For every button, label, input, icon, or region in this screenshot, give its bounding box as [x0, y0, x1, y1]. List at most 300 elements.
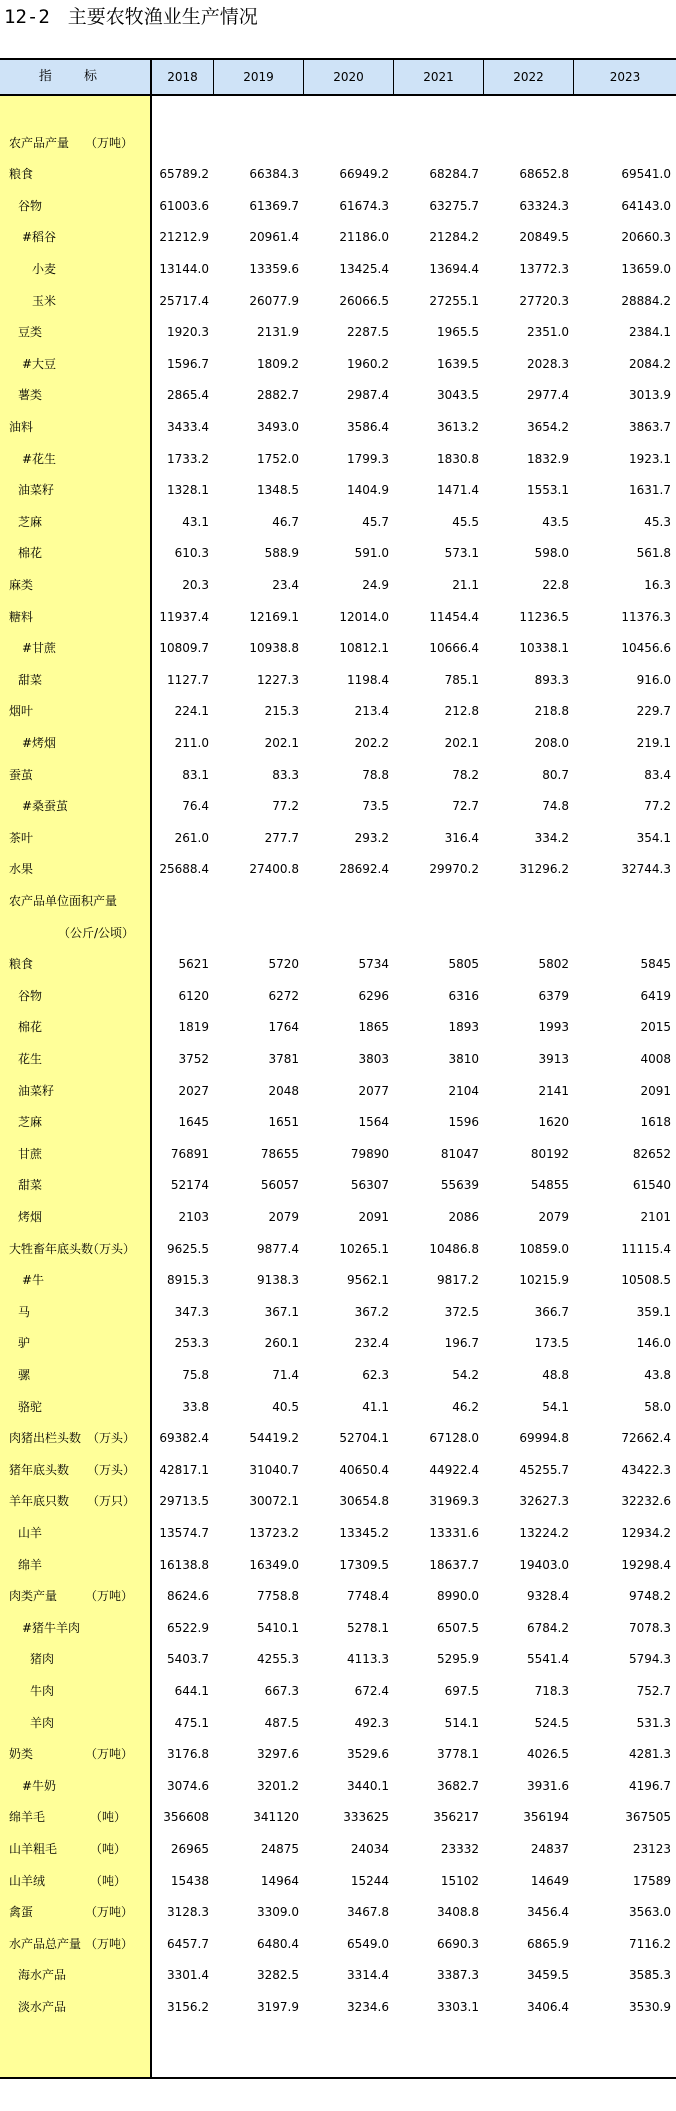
- row-label-text: 牛肉: [30, 1684, 55, 1698]
- cell-value: 6549.0: [347, 1936, 389, 1951]
- cell-value: 487.5: [264, 1715, 299, 1730]
- table-row: [0, 602, 676, 634]
- cell-value: 33.8: [182, 1399, 209, 1414]
- row-label: [9, 128, 134, 160]
- table-row: [0, 1929, 676, 1961]
- cell-value: 77.2: [644, 799, 671, 814]
- row-label: [18, 1360, 30, 1392]
- row-label-text: 甜菜: [18, 1178, 43, 1193]
- cell-value: 752.7: [636, 1684, 671, 1698]
- cell-value: 598.0: [534, 546, 569, 561]
- row-label: [22, 444, 56, 476]
- row-label-text: 山羊粗毛: [9, 1842, 58, 1856]
- cell-value: [484, 128, 574, 160]
- cell-value: 76.4: [182, 799, 209, 814]
- row-label: [32, 286, 56, 318]
- cell-value: 9562.1: [347, 1273, 389, 1288]
- cell-value: 14649: [530, 1873, 569, 1888]
- cell-value: 72.7: [452, 799, 479, 814]
- row-label-text: 谷物: [18, 198, 43, 213]
- row-label-text: 肉猪出栏头数: [9, 1431, 82, 1446]
- cell-value: 1920.3: [167, 325, 209, 340]
- cell-value: 211.0: [174, 736, 209, 750]
- row-label-text: 大牲畜年底头数: [9, 1241, 94, 1256]
- cell-value: 3440.1: [347, 1778, 389, 1793]
- cell-value: 68284.7: [429, 167, 479, 182]
- cell-value: 54419.2: [249, 1431, 299, 1446]
- cell-value: 5720: [268, 957, 299, 972]
- cell-value: 2131.9: [257, 325, 299, 340]
- year-header-2023: 2023: [574, 60, 676, 94]
- cell-value: 2091: [358, 1210, 389, 1224]
- cell-value: 43.5: [542, 514, 569, 529]
- cell-value: 1127.7: [167, 672, 209, 687]
- cell-value: 56057: [260, 1178, 299, 1193]
- cell-value: 13694.4: [429, 262, 479, 276]
- cell-value: 3201.2: [257, 1778, 299, 1793]
- table-row: [0, 981, 676, 1013]
- table-row: [0, 1581, 676, 1613]
- cell-value: 1819: [178, 1020, 209, 1035]
- cell-value: 2091: [640, 1083, 671, 1098]
- table-row: [0, 1202, 676, 1234]
- row-label-text: 谷物: [18, 988, 43, 1003]
- cell-value: 80192: [530, 1146, 569, 1161]
- data-table: [0, 58, 676, 2079]
- cell-value: 62.3: [362, 1368, 389, 1382]
- cell-value: 66949.2: [339, 167, 389, 182]
- cell-value: 40.5: [272, 1399, 299, 1414]
- cell-value: 3586.4: [347, 420, 389, 434]
- cell-value: 4026.5: [527, 1747, 569, 1762]
- cell-value: 6272: [268, 988, 299, 1003]
- cell-value: 79890: [350, 1146, 389, 1161]
- table-row: [0, 1834, 676, 1866]
- row-label-text: 薯类: [18, 388, 43, 403]
- cell-value: 28884.2: [621, 293, 671, 308]
- cell-value: [484, 96, 574, 128]
- cell-value: 83.4: [644, 767, 671, 782]
- cell-value: 5734: [358, 957, 389, 972]
- cell-value: 367.1: [264, 1304, 299, 1319]
- row-unit: （万头）: [87, 1431, 136, 1446]
- cell-value: 293.2: [354, 830, 389, 845]
- row-label: [18, 1518, 42, 1550]
- row-label-text: 骆驼: [18, 1399, 43, 1414]
- row-unit: （万吨）: [85, 1936, 134, 1951]
- cell-value: 12014.0: [339, 609, 389, 624]
- row-label: [18, 191, 42, 223]
- cell-value: [574, 886, 676, 918]
- row-label-text: 棉花: [18, 546, 43, 561]
- cell-value: 6296: [358, 988, 389, 1003]
- row-label-text: 绵羊: [18, 1557, 43, 1572]
- table-row: [0, 1170, 676, 1202]
- cell-value: 3752: [178, 1052, 209, 1066]
- cell-value: 2015: [640, 1020, 671, 1035]
- cell-value: 3074.6: [167, 1778, 209, 1793]
- cell-value: 75.8: [182, 1368, 209, 1382]
- cell-value: 2048: [268, 1083, 299, 1098]
- cell-value: 232.4: [354, 1336, 389, 1351]
- table-row: [0, 791, 676, 823]
- table-row: [0, 349, 676, 381]
- row-label: [9, 1234, 136, 1266]
- year-header-2019: 2019: [214, 60, 304, 94]
- row-label: [9, 760, 33, 792]
- table-row: [0, 1613, 676, 1645]
- row-label-text: 水产品总产量: [9, 1936, 82, 1951]
- row-label: [22, 633, 56, 665]
- cell-value: 3931.6: [527, 1778, 569, 1793]
- cell-value: 44922.4: [429, 1462, 479, 1477]
- cell-value: 2384.1: [629, 325, 671, 340]
- cell-value: 19298.4: [621, 1557, 671, 1572]
- row-label-text: 肉类产量: [9, 1589, 58, 1604]
- table-row: [0, 1455, 676, 1487]
- row-label: [18, 1044, 42, 1076]
- cell-value: 30072.1: [249, 1494, 299, 1509]
- cell-value: 3043.5: [437, 388, 479, 403]
- cell-value: 27255.1: [429, 293, 479, 308]
- cell-value: 46.2: [452, 1399, 479, 1414]
- table-row: [0, 507, 676, 539]
- cell-value: 2987.4: [347, 388, 389, 403]
- row-label: [30, 1644, 54, 1676]
- cell-value: 916.0: [636, 672, 671, 687]
- row-label: [30, 1708, 54, 1740]
- row-label-text: 烤烟: [18, 1210, 43, 1224]
- table-row: [0, 254, 676, 286]
- cell-value: 32232.6: [621, 1494, 671, 1509]
- row-label-text: 骡: [18, 1368, 31, 1382]
- cell-value: 2141: [538, 1083, 569, 1098]
- cell-value: 1923.1: [629, 451, 671, 466]
- cell-value: 354.1: [636, 830, 671, 845]
- row-label-text: 淡水产品: [18, 2000, 67, 2014]
- row-label: [18, 1170, 42, 1202]
- cell-value: 893.3: [534, 672, 569, 687]
- cell-value: 68652.8: [519, 167, 569, 182]
- table-title-text: 主要农牧渔业生产情况: [67, 6, 258, 28]
- cell-value: 65789.2: [159, 167, 209, 182]
- cell-value: 4113.3: [347, 1652, 389, 1667]
- cell-value: 5278.1: [347, 1620, 389, 1635]
- cell-value: 54.2: [452, 1368, 479, 1382]
- table-row: [0, 380, 676, 412]
- row-label-text: #甘蔗: [22, 641, 57, 656]
- row-label-text: #牛: [22, 1273, 45, 1288]
- row-unit: （万只）: [87, 1494, 136, 1509]
- cell-value: 3913: [538, 1052, 569, 1066]
- cell-value: 23123: [632, 1842, 671, 1856]
- row-label: [18, 380, 42, 412]
- cell-value: [394, 96, 484, 128]
- row-label: [9, 1423, 136, 1455]
- row-label: [9, 1739, 134, 1771]
- row-label: [22, 222, 56, 254]
- cell-value: 3529.6: [347, 1747, 389, 1762]
- row-label: [32, 254, 56, 286]
- cell-value: 3408.8: [437, 1905, 479, 1920]
- cell-value: 9625.5: [167, 1241, 209, 1256]
- cell-value: 81047: [440, 1146, 479, 1161]
- cell-value: 17589: [632, 1873, 671, 1888]
- table-header: [0, 60, 676, 96]
- cell-value: 30654.8: [339, 1494, 389, 1509]
- cell-value: 82652: [632, 1146, 671, 1161]
- cell-value: 3459.5: [527, 1968, 569, 1983]
- cell-value: 3387.3: [437, 1968, 479, 1983]
- cell-value: 5845: [640, 957, 671, 972]
- table-title: [4, 4, 258, 30]
- cell-value: 10265.1: [339, 1241, 389, 1256]
- cell-value: 31969.3: [429, 1494, 479, 1509]
- cell-value: 28692.4: [339, 862, 389, 877]
- row-unit: （公斤/公顷）: [58, 925, 135, 940]
- cell-value: 644.1: [174, 1684, 209, 1698]
- cell-value: 77.2: [272, 799, 299, 814]
- cell-value: 1596.7: [167, 356, 209, 371]
- cell-value: [484, 918, 574, 950]
- row-label: [22, 349, 56, 381]
- row-label-text: #烤烟: [22, 736, 57, 750]
- cell-value: 13345.2: [339, 1526, 389, 1540]
- cell-value: 10812.1: [339, 641, 389, 656]
- cell-value: 11454.4: [429, 609, 479, 624]
- table-row: [0, 1139, 676, 1171]
- cell-value: 5410.1: [257, 1620, 299, 1635]
- cell-value: 56307: [350, 1178, 389, 1193]
- cell-value: 2104: [448, 1083, 479, 1098]
- cell-value: 52174: [170, 1178, 209, 1193]
- cell-value: 1227.3: [257, 672, 299, 687]
- cell-value: 22.8: [542, 578, 569, 592]
- cell-value: 3406.4: [527, 2000, 569, 2014]
- row-label: [18, 1392, 42, 1424]
- cell-value: 69541.0: [621, 167, 671, 182]
- cell-value: [214, 96, 304, 128]
- table-row: [0, 159, 676, 191]
- cell-value: 69994.8: [519, 1431, 569, 1446]
- cell-value: 1348.5: [257, 483, 299, 498]
- cell-value: 78.8: [362, 767, 389, 782]
- table-row: [0, 633, 676, 665]
- row-label: [18, 1960, 66, 1992]
- cell-value: 5541.4: [527, 1652, 569, 1667]
- row-label: [18, 538, 42, 570]
- row-label-text: #牛奶: [22, 1778, 57, 1793]
- cell-value: 591.0: [354, 546, 389, 561]
- cell-value: 16349.0: [249, 1557, 299, 1572]
- row-label: [22, 791, 68, 823]
- cell-value: 2079: [538, 1210, 569, 1224]
- row-label: [9, 570, 33, 602]
- cell-value: 27720.3: [519, 293, 569, 308]
- row-label: [18, 981, 42, 1013]
- cell-value: 531.3: [636, 1715, 671, 1730]
- row-unit: （吨）: [90, 1873, 127, 1888]
- cell-value: 1993: [538, 1020, 569, 1035]
- cell-value: 54855: [530, 1178, 569, 1193]
- cell-value: 3803: [358, 1052, 389, 1066]
- cell-value: 13723.2: [249, 1526, 299, 1540]
- cell-value: 785.1: [444, 672, 479, 687]
- table-row: [0, 1644, 676, 1676]
- table-row: [0, 1960, 676, 1992]
- row-label: [18, 1550, 42, 1582]
- row-label-text: 粮食: [9, 957, 34, 972]
- cell-value: 24034: [350, 1842, 389, 1856]
- cell-value: 13425.4: [339, 262, 389, 276]
- row-label: [18, 1107, 42, 1139]
- cell-value: 3563.0: [629, 1905, 671, 1920]
- indicator-header: 指 标: [0, 60, 152, 94]
- cell-value: 173.5: [534, 1336, 569, 1351]
- row-label: [9, 696, 33, 728]
- cell-value: [214, 128, 304, 160]
- cell-value: 3433.4: [167, 420, 209, 434]
- cell-value: 11376.3: [621, 609, 671, 624]
- cell-value: 46.7: [272, 514, 299, 529]
- row-label-text: 麻类: [9, 578, 34, 592]
- cell-value: 1764: [268, 1020, 299, 1035]
- cell-value: 11115.4: [621, 1241, 671, 1256]
- table-row: [0, 949, 676, 981]
- row-label: [9, 1581, 134, 1613]
- row-unit: （万吨）: [85, 1905, 134, 1920]
- cell-value: 219.1: [636, 736, 671, 750]
- row-label-text: 花生: [18, 1052, 43, 1066]
- row-label-text: 绵羊毛: [9, 1810, 46, 1825]
- row-label-text: 棉花: [18, 1020, 43, 1035]
- cell-value: 1830.8: [437, 451, 479, 466]
- row-label: [22, 1771, 56, 1803]
- cell-value: 3613.2: [437, 420, 479, 434]
- cell-value: 9877.4: [257, 1241, 299, 1256]
- cell-value: 3778.1: [437, 1747, 479, 1762]
- cell-value: 78655: [260, 1146, 299, 1161]
- table-row: [0, 1423, 676, 1455]
- cell-value: 260.1: [264, 1336, 299, 1351]
- cell-value: 253.3: [174, 1336, 209, 1351]
- table-row: [0, 918, 676, 950]
- cell-value: 42817.1: [159, 1462, 209, 1477]
- cell-value: 29970.2: [429, 862, 479, 877]
- cell-value: 10809.7: [159, 641, 209, 656]
- cell-value: 45.5: [452, 514, 479, 529]
- cell-value: 8990.0: [437, 1589, 479, 1604]
- cell-value: 43422.3: [621, 1462, 671, 1477]
- cell-value: 32744.3: [621, 862, 671, 877]
- cell-value: 83.1: [182, 767, 209, 782]
- cell-value: 316.4: [444, 830, 479, 845]
- row-label-text: 粮食: [9, 167, 34, 182]
- cell-value: 10338.1: [519, 641, 569, 656]
- cell-value: 4196.7: [629, 1778, 671, 1793]
- row-unit: （吨）: [90, 1810, 127, 1825]
- table-row: [0, 1550, 676, 1582]
- cell-value: 3303.1: [437, 2000, 479, 2014]
- cell-value: 475.1: [174, 1715, 209, 1730]
- cell-value: 514.1: [444, 1715, 479, 1730]
- cell-value: 52704.1: [339, 1431, 389, 1446]
- cell-value: 6507.5: [437, 1620, 479, 1635]
- cell-value: 215.3: [264, 704, 299, 719]
- cell-value: 6522.9: [167, 1620, 209, 1635]
- cell-value: 667.3: [264, 1684, 299, 1698]
- cell-value: 11937.4: [159, 609, 209, 624]
- row-label: [18, 507, 42, 539]
- row-label: [22, 728, 56, 760]
- table-row: [0, 1044, 676, 1076]
- cell-value: 347.3: [174, 1304, 209, 1319]
- cell-value: 26965: [170, 1842, 209, 1856]
- cell-value: 333625: [343, 1810, 389, 1825]
- cell-value: 1893: [448, 1020, 479, 1035]
- cell-value: 14964: [260, 1873, 299, 1888]
- cell-value: 3282.5: [257, 1968, 299, 1983]
- row-label-text: #猪牛羊肉: [22, 1620, 81, 1635]
- cell-value: 3467.8: [347, 1905, 389, 1920]
- cell-value: 1809.2: [257, 356, 299, 371]
- cell-value: 3297.6: [257, 1747, 299, 1762]
- cell-value: 3863.7: [629, 420, 671, 434]
- cell-value: 71.4: [272, 1368, 299, 1382]
- cell-value: 27400.8: [249, 862, 299, 877]
- cell-value: 7116.2: [629, 1936, 671, 1951]
- cell-value: 6379: [538, 988, 569, 1003]
- table-row: [0, 1992, 676, 2024]
- cell-value: 561.8: [636, 546, 671, 561]
- row-label: [9, 1802, 127, 1834]
- cell-value: 672.4: [354, 1684, 389, 1698]
- row-label-text: 小麦: [32, 262, 57, 276]
- cell-value: 356217: [433, 1810, 479, 1825]
- cell-value: 3234.6: [347, 2000, 389, 2014]
- row-label: [9, 886, 117, 918]
- cell-value: [574, 918, 676, 950]
- cell-value: 1471.4: [437, 483, 479, 498]
- cell-value: 61540: [632, 1178, 671, 1193]
- cell-value: 1865: [358, 1020, 389, 1035]
- row-label: [18, 1012, 42, 1044]
- cell-value: 1564: [358, 1115, 389, 1130]
- cell-value: 10456.6: [621, 641, 671, 656]
- cell-value: 359.1: [636, 1304, 671, 1319]
- cell-value: 1198.4: [347, 672, 389, 687]
- row-label: [9, 159, 33, 191]
- cell-value: 10486.8: [429, 1241, 479, 1256]
- cell-value: 10666.4: [429, 641, 479, 656]
- row-label: [18, 1297, 30, 1329]
- cell-value: 146.0: [636, 1336, 671, 1351]
- row-label: [18, 1992, 66, 2024]
- cell-value: 3301.4: [167, 1968, 209, 1983]
- cell-value: 356608: [163, 1810, 209, 1825]
- cell-value: 6690.3: [437, 1936, 479, 1951]
- cell-value: 2086: [448, 1210, 479, 1224]
- cell-value: 3314.4: [347, 1968, 389, 1983]
- table-row: [0, 854, 676, 886]
- row-label-text: 山羊: [18, 1526, 43, 1540]
- row-label: [22, 1613, 80, 1645]
- row-label-text: 甜菜: [18, 672, 43, 687]
- cell-value: 229.7: [636, 704, 671, 719]
- cell-value: 83.3: [272, 767, 299, 782]
- row-label: [9, 1455, 136, 1487]
- row-label-text: 农产品单位面积产量: [9, 894, 118, 908]
